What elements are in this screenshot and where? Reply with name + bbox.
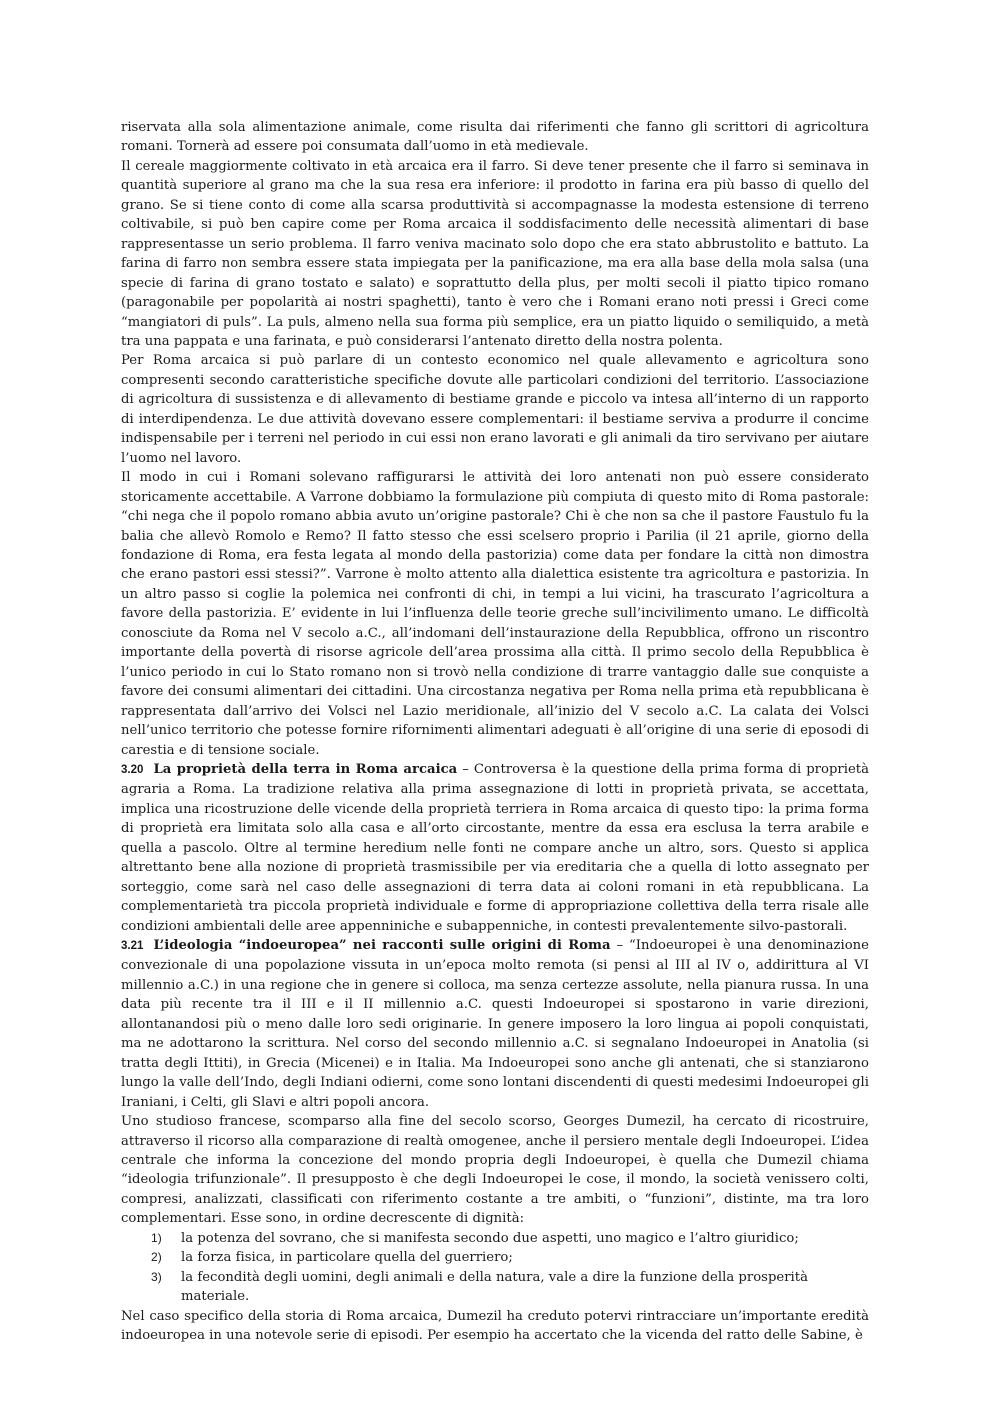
section-title: La proprietà della terra in Roma arcaica [153,761,458,777]
paragraph-varrone: Il modo in cui i Romani solevano raffigurarsi le attività dei loro antenati non può essere considerato storicamente accettabile. A Varrone dobbiamo la formulazione più compiuta di questo mito di Roma pastorale: “chi nega che il popolo romano abbia avuto un’origine pastorale? Chi è che non sa che il pastore Faustulo fu la balia che allevò Romolo e Remo? Il fatto stesso che essi scelsero proprio i Parilia (il 21 aprile, giorno della fondazione di Roma, era festa legata al mondo della pastorizia) come data per fondare la città non dimostra che erano pastori essi stessi?”. Varrone è molto attento alla dialettica esistente tra agricoltura e pastorizia. In un altro passo si coglie la polemica nei confronti di chi, in tempi a lui vicini, ha trascurato l’agricoltura a favore della pastorizia. E’ evidente in lui l’influenza delle teorie greche sull’incivilimento umano. Le difficoltà conosciute da Roma nel V secolo a.C., all’indomani dell’instaurazione della Repubblica, offrono un riscontro importante della povertà di risorse agricole dell’area prossima alla città. Il primo secolo della Repubblica è l’unico periodo in cui lo Stato romano non si trovò nella condizione di trarre vantaggio dalle sue conquiste a favore dei consumi alimentari dei cittadini. Una circostanza negativa per Roma nella prima età repubblicana è rappresentata dall’arrivo dei Volsci nel Lazio meridionale, all’inizio del V secolo a.C. La calata dei Volsci nell’unico territorio che potesse fornire rifornimenti alimentari adeguati è all’origine di una serie di eposodi di carestia e di tensione sociale. [121,470,869,758]
section-number: 3.21 [121,940,144,953]
section-number: 3.20 [121,763,144,776]
list-item [121,1229,869,1248]
paragraph-economy: Per Roma arcaica si può parlare di un contesto economico nel quale allevamento e agricoltura sono compresenti secondo caratteristiche specifiche dovute alle particolari condizioni del territorio. L’associazione di agricoltura di sussistenza e di allevamento di bestiame grande e piccolo va intesa all’interno di un rapporto di interdipendenza. Le due attività dovevano essere complementari: il bestiame serviva a produrre il concime indispensabile per i terreni nel periodo in cui essi non erano lavorati e gli animali da tiro servivano per aiutare l’uomo nel lavoro. [121,353,869,466]
list-item [121,1268,869,1307]
list-text: la fecondità degli uomini, degli animali e della natura, vale a dire la funzione della prosperità materiale. [181,1269,808,1305]
list-number: 1) [151,1230,162,1245]
section-body: – Controversa è la questione della prima forma di proprietà agraria a Roma. La tradizione relativa alla prima assegnazione di lotti in proprietà privata, se accettata, implica una ricostruzione delle vicende della proprietà terriera in Roma arcaica di questo tipo: la prima forma di proprietà era limitata solo alla casa e all’orto circostante, mentre da essa era esclusa la terra arabile e quella a pascolo. Oltre al termine heredium nelle fonti ne compare anche un altro, sors. Questo si applica altrettanto bene alla nozione di proprietà trasmissibile per via ereditaria che a quella di lotto assegnato per sorteggio, come sarà nel caso delle assegnazioni di terra data ai coloni romani in età repubblicana. La complementarietà tra piccola proprietà individuale e forme di appropriazione collettiva della terra risale alle condizioni ambientali delle aree appenniniche e subappenniche, in contesti prevalentemente silvo-pastorali. [121,761,869,934]
list-text: la potenza del sovrano, che si manifesta secondo due aspetti, uno magico e l’altro giuridico; [181,1230,799,1246]
list-number: 2) [151,1250,162,1265]
list-text: la forza fisica, in particolare quella del guerriero; [181,1250,513,1266]
functions-list [121,1229,869,1307]
paragraph-farro: Il cereale maggiormente coltivato in età arcaica era il farro. Si deve tener presente che il farro si seminava in quantità superiore al grano ma che la sua resa era inferiore: il prodotto in farina era più basso di quello del grano. Se si tiene conto di come alla scarsa produttività si accompagnasse la modesta estensione di terreno coltivabile, si può ben capire come per Roma arcaica il soddisfacimento delle necessità alimentari di base rappresentasse un serio problema. Il farro veniva macinato solo dopo che era stato abbrustolito e battuto. La farina di farro non sembra essere stata impiegata per la panificazione, ma era alla base della mola salsa (una specie di farina di grano tostato e salato) e soprattutto della plus, per molti secoli il piatto tipico romano (paragonabile per popolarità ai nostri spaghetti), tanto è vero che i Romani erano noti pressi i Greci come “mangiatori di puls”. La puls, almeno nella sua forma più semplice, era un piatto liquido o semiliquido, a metà tra una pappata e una farinata, e può considerarsi l’antenato diretto della nostra polenta. [121,158,869,349]
document-page [121,118,869,1346]
paragraph-animal-feed: riservata alla sola alimentazione animale, come risulta dai riferimenti che fanno gli scrittori di agricoltura romani. Tornerà ad essere poi consumata dall’uomo in età medievale. [121,120,869,155]
section-body: – “Indoeuropei è una denominazione convezionale di una popolazione vissuta in un’epoca molto remota (si pensi al III al IV o, addirittura al VI millennio a.C.) in una regione che in genere si colloca, ma senza certezze assolute, nella pianura russa. In una data più recente tra il III e il II millennio a.C. questi Indoeuropei si spostarono in varie direzioni, allontanandosi più o meno dalle loro sedi originarie. In genere imposero la loro lingua ai popoli conquistati, ma ne adottarono la scrittura. Nel corso del secondo millennio a.C. si segnalano Indoeuropei in Anatolia (si tratta degli Ittiti), in Grecia (Micenei) e in Italia. Ma Indoeuropei sono anche gli antenati, che si stanziarono lungo la valle dell’Indo, degli Indiani odierni, come sono lontani discendenti di questi medesimi Indoeuropei gli Iraniani, i Celti, gli Slavi e altri popoli ancora. [121,938,869,1110]
list-number: 3) [151,1269,162,1284]
section-title: L’ideologia “indoeuropea” nei racconti sulle origini di Roma [153,938,611,954]
section-3-21 [121,936,869,1112]
list-item [121,1248,869,1267]
paragraph-dumezil: Uno studioso francese, scomparso alla fine del secolo scorso, Georges Dumezil, ha cercato di ricostruire, attraverso il ricorso alla comparazione di realtà omogenee, anche il persiero mentale degli Indoeuropei. L’idea centrale che informa la concezione del mondo propria degli Indoeuropei, è quella che Dumezil chiama “ideologia trifunzionale”. Il presupposto è che degli Indoeuropei le cose, il mondo, la società venissero colti, compresi, analizzati, classificati con riferimento costante a tre ambiti, o “funzioni”, distinte, ma tra loro complementari. Esse sono, in ordine decrescente di dignità: [121,1114,869,1227]
section-3-20 [121,760,869,936]
paragraph-ratto-sabine: Nel caso specifico della storia di Roma arcaica, Dumezil ha creduto potervi rintracciare un’importante eredità indoeuropea in una notevole serie di episodi. Per esempio ha accertato che la vicenda del ratto delle Sabine, è [121,1308,869,1344]
